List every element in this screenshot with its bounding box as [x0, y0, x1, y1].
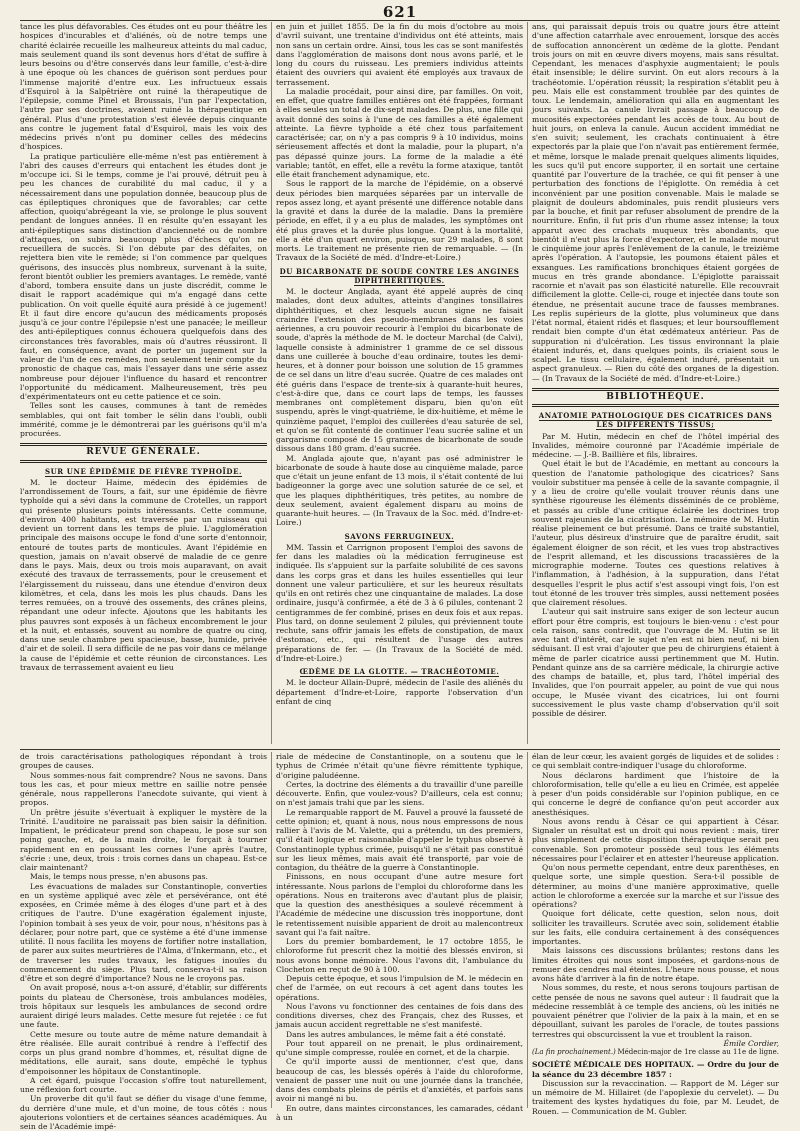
section-rule: [20, 749, 780, 750]
paragraph: Un prêtre jésuite s'évertuait à expliquer le mystère de la Trinité. L'auditoire ne paraissait pas bien saisir la définition. Impatient, le prédicateur prend son chapeau, le pose sur son poing gauche, et, de la main droite, le forçait à tourner rapidement en en poussant les cornes l'une après l'autre, s'écrie : une, deux, trois : trois cornes dans un chapeau. Est-ce clair maintenant?: [20, 807, 267, 872]
column-2: [276, 22, 523, 744]
paragraph: tance les plus défavorables. Ces études ont eu pour théâtre les hospices d'incurables et d'aliénés, où de notre temps une charité éclairée recueille les malheureux atteints du mal caduc, mais seulement quand ils sont devenus hors d'état de suffire à leurs besoins ou d'être conservés dans leur famille, c'est-à-dire à une époque où les chances de guérison sont perdues pour l'immense majorité d'entre eux. Les infructueux essais d'Esquirol à la Salpêtrière ont ruiné la thérapeutique de l'épilepsie, comme Pinel et Broussais, l'un par l'expectation, l'autre par ses doctrines, avaient ruiné la thérapeutique en général. Plus d'une protestation s'est élevée depuis cinquante ans contre le jugement fatal d'Esquirol, mais les voix des médecins privés n'ont pu dominer celles des médecins d'hospices.: [20, 22, 267, 152]
column-divider: [271, 22, 272, 744]
column-divider: [271, 752, 272, 1108]
paragraph: En outre, dans maintes circonstances, les camarades, cédant à un: [276, 1103, 523, 1122]
paragraph: Certes, la doctrine des éléments a du travaillir d'une pareille découverte. Enfin, que voulez-vous? D'ailleurs, cela est connu; on n'est jamais trahi que par les siens.: [276, 779, 523, 808]
article-heading: [20, 467, 267, 476]
column-1: [20, 22, 267, 744]
paragraph: Depuis cette époque, et sous l'impulsion de M. le médecin en chef de l'armée, on eut recours à cet agent dans toutes les opérations.: [276, 974, 523, 1002]
paragraph: M. le docteur Allain-Dupré, médecin de l'asile des aliénés du département d'Indre-et-Loire, rapporte l'observation d'un enfant de cinq: [276, 678, 523, 706]
article-heading-text: SUR UNE ÉPIDÉMIE DE FIÈVRE TYPHOÏDE.: [44, 466, 243, 476]
paragraph: Qu'on nous permette cependant, entre deux parenthèses, en quelque sorte, une simple question. Sera-t-il possible de déterminer, au moins d'une manière approximative, quelle action le chloroforme a exercée sur la marche et sur l'issue des opérations?: [532, 863, 779, 909]
societe-heading: SOCIÉTÉ MÉDICALE DES HOPITAUX. — Ordre du jour de la séance du 23 décembre 1857 :: [532, 1060, 779, 1079]
page-number: 621: [382, 3, 418, 21]
paragraph: Nous déclarons hardiment que l'histoire de la chloroformisation, telle qu'elle a eu lieu en Crimée, est appelée à peser d'un poids considérable sur l'opinion publique, en ce qui concerne le degré de confiance qu'on peut accorder aux anesthésiques.: [532, 770, 779, 817]
paragraph: ans, qui paraissait depuis trois ou quatre jours être atteint d'une affection catarrhale avec enrouement, lorsque des accès de suffocation annoncèrent un œdème de la glotte. Pendant trois jours on mit en œuvre divers moyens, mais sans résultat. Cependant, les menaces d'asphyxie augmentaient; le pouls était insensible; le délire survint. On eut alors recours à la trachéotomie. L'opération réussit; la respiration s'établit peu à peu. Mais elle est constamment troublée par des quintes de toux. Le lendemain, amélioration qui alla en augmentant les jours suivants. La canule livrait passage à beaucoup de mucosités expectorées pendant les accès de toux. Au bout de huit jours, on enleva la canule. Aucun accident immédiat ne s'en suivit; seulement, les crachats continuaient à être expectorés par la plaie que l'on n'avait pas entièrement fermée, et même, lorsque le malade prenait quelques aliments liquides, les sucs qu'il put encore supporter, il en sortait une certaine quantité par l'ouverture de la trachée, ce qui fit penser à une perturbation des fonctions de l'épiglotte. On remédia à cet inconvénient par une position convenable. Mais le malade se plaignit de douleurs abdominales, puis rendit plusieurs vers par la bouche, et finit par refuser absolument de prendre de la nourriture. Enfin, il fut pris d'un rhume assez intense; la toux apparut avec des crachats muqueux très abondants, que bientôt il n'eut plus la force d'expectorer, et le malade mourut le cinquième jour après l'enlèvement de la canule, le treizième après l'opération. A l'autopsie, les poumons étaient pâles et exsangues. Les ramifications bronchiques étaient gorgées de mucus en très grande abondance. L'épiglotte paraissait racornie et n'avait pas son élasticité naturelle. Elle recouvrait difficilement la glotte. Celle-ci, rouge et injectée dans toute son étendue, ne présentait aucune trace de fausses membranes. Les replis supérieurs de la glotte, plus volumineux que dans l'état normal, étaient ridés et flasques; et leur boursoufflement rendait bien compte d'un état œdémateux antérieur. Pas de suppuration ni d'ulcération. Les tissus environnant la plaie étaient indurés, et, dans quelques points, ils criaient sous le scalpel. Le tissu cellulaire, également induré, présentait un aspect granuleux. — Rien du côté des organes de la digestion. — (In Travaux de la Société de méd. d'Indre-et-Loire.): [532, 22, 779, 383]
article-heading-text: ANATOMIE PATHOLOGIQUE DES CICATRICES DANS LES DIFFÉRENTS TISSUS;: [538, 411, 773, 430]
feuilleton-column-3: [532, 752, 779, 1116]
article-heading: [276, 267, 523, 286]
paragraph: Discussion sur la revaccination. — Rapport de M. Léger sur un mémoire de M. Hillairet (de l'apoplexie du cervelet). — Du traitement des kystes hydatiques du foie, par M. Leudet, de Rouen. — Communication de M. Gubler.: [532, 1078, 779, 1116]
paragraph: Mais, le temps nous presse, n'en abusons pas.: [30, 872, 208, 882]
author-title: Médecin-major de 1re classe au 11e de ligne.: [617, 1048, 779, 1056]
paragraph: riale de médecine de Constantinople, on a soutenu que le typhus de Crimée n'était qu'une fièvre rémittente typhique, d'origine paludéenne.: [276, 752, 523, 780]
article-heading: [276, 667, 523, 676]
article-heading: [276, 532, 523, 541]
feuilleton-column-1: [20, 752, 267, 1131]
paragraph: élan de leur cœur, les avaient gorgés de liquides et de solides : ce qui semblait contre-indiquer l'usage du chloroforme.: [532, 752, 779, 771]
paragraph: Ce qu'il importe aussi de mentionner, c'est que, dans beaucoup de cas, les blessés opérés à l'aide du chloroforme, venaient de passer une nuit ou une journée dans la tranchée, dans des combats pleins de périls et d'anxiétés, et parfois sans avoir ni mangé ni bu.: [276, 1057, 523, 1104]
paragraph: Le remarquable rapport de M. Fauvel a prouvé la fausseté de cette opinion; et, quant à nous, nous nous empressons de nous rallier à l'avis de M. Valette, qui a prétendu, un des premiers, qu'il était logique et raisonnable d'appeler le typhus observé à Constantinople typhus crimée, puisqu'il ne s'était pas constitué sur les lieux mêmes, mais avait été transporté, par voie de contagion, du théâtre de la guerre à Constantinople.: [276, 807, 523, 872]
paragraph: Quel était le but de l'Académie, en mettant au concours la question de l'anatomie pathologique des cicatrices? Sans vouloir substituer ma pensée à celle de la savante compagnie, il y a lieu de croire qu'elle voulait trouver réunis dans une synthèse rigoureuse les éléments disséminés de ce problème, et passés au crible d'une critique éclairée les doctrines trop souvent rajeunies de la cicatrisation. Le mémoire de M. Hutin réalise pleinement ce but présumé. Dans ce traité substantiel, l'auteur, plus désireux d'instruire que de paraître érudit, sait également éloigner de son récit, et les vues trop abstractives de l'esprit allemand, et les discussions tracassières de la micrographie moderne. Toutes ces questions relatives à l'inflammation, à l'adhésion, à la suppuration, dans l'état desquelles l'esprit le plus actif s'est assoupi vingt fois, l'on est tout étonné de les trouver très simples, aussi nettement posées que clairement résolues.: [532, 459, 779, 607]
signature-line: [532, 1048, 779, 1057]
article-heading-text: DU BICARBONATE DE SOUDE CONTRE LES ANGINES DIPHTHÉRITIQUES.: [279, 266, 520, 285]
author-signature: Émile Cordier,: [723, 1038, 779, 1048]
column-divider: [527, 752, 528, 1108]
paragraph: Nous l'avons vu fonctionner des centaines de fois dans des conditions diverses, chez des Français, chez des Russes, et jamais aucun accident regrettable ne s'est manifesté.: [276, 1001, 523, 1030]
paragraph: Cette mesure ou toute autre de même nature demandait à être réalisée. Elle aurait contribué à rendre à l'effectif des corps un plus grand nombre d'hommes, et, résultat digne de méditations, elle aurait, sans doute, empêché le typhus d'empoisonner les hôpitaux de Constantinople.: [20, 1029, 267, 1076]
paragraph: Les évacuations de malades sur Constantinople, converties en un système appliqué avec zèle et persévérance, ont été exposées, en Crimée même à des éloges d'une part et à des critiques de l'autre. D'une exagération également injuste, l'opinion tombait à ses yeux de voir, pour nous, n'hésitons pas à déclarer, pour notre part, que ce système a été d'une immense utilité. Il nous facilita les moyens de fortifier notre installation, de parer aux suites meurtrières de l'Alma, d'Inkermann, etc., et de traverser les rudes travaux, les fatigues inouïes du commencement du siège. Plus tard, conserva-t-il sa raison d'être et son degré d'importance? Nous ne le croyons pas.: [20, 881, 267, 983]
paragraph: Nous avons rendu à César ce qui appartient à César. Signaler un résultat est un droit qui nous revient : mais, tirer plus simplement de cette disposition thérapeutique serait peu convenable. Son promoteur possède seul tous les éléments nécessaires pour l'éclairer et en attester l'heureuse application.: [532, 816, 779, 863]
book-reference: Par M. Hutin, médecin en chef de l'hôtel impérial des Invalides, mémoire couronné par l'Académie impériale de médecine. — J.-B. Baillière et fils, libraires.: [532, 431, 779, 459]
header-rule: [20, 20, 780, 21]
paragraph: Quoique fort délicate, cette question, selon nous, doit solliciter les travailleurs. Scrutée avec soin, solidement établie sur les faits, elle conduira certainement à des conséquences importantes.: [532, 909, 779, 946]
continuation-note: (La fin prochainement.): [532, 1048, 616, 1056]
paragraph: On avait proposé, nous a-t-on assuré, d'établir, sur différents points du plateau de Chersonèse, trois ambulances modèles, trois hôpitaux sur lesquels les ambulances de second ordre auraient dirigé leurs malades. Cette mesure fut rejetée : ce fut une faute.: [20, 983, 267, 1030]
paragraph: Nous sommes-nous fait comprendre? Nous ne savons. Dans tous les cas, et pour mieux mettre en saillie notre pensée générale, nous rappellerons l'anecdote suivante, qui vient à propos.: [20, 770, 267, 808]
paragraph: La maladie procédait, pour ainsi dire, par familles. On voit, en effet, que quatre familles entières ont été frappées, formant à elles seules un total de dix-sept malades. De plus, une fille qui avait donné des soins à l'une de ces familles a été également atteinte. La fièvre typhoïde a été chez tous parfaitement caractérisée; car, on n'y a pas compris 9 à 10 individus, moins sérieusement affectés et dont la maladie, pour la plupart, n'a pas dépassé quinze jours. La forme de la maladie a été variable; tantôt, en effet, elle a revêtu la forme ataxique, tantôt elle était franchement adynamique, etc.: [276, 86, 523, 179]
paragraph: La pratique particulière elle-même n'est pas entièrement à l'abri des causes d'erreurs qui entachent les études dont je m'occupe ici. Si le temps, comme je l'ai prouvé, détruit peu à peu les chances de curabilité du mal caduc, il y a nécessairement dans une population donnée, beaucoup plus de cas épileptiques chroniques que de favorables; car cette affection, quoiqu'abrégeant la vie, se prolonge le plus souvent pendant de longues années. Il en résulte qu'en essayant les anti-épileptiques sans distinction d'ancienneté ou de nombre d'attaques, on subira beaucoup plus d'échecs qu'on ne recueillera de succès. Si l'on débute par des défaites, on rejettera bien vite le remède; si l'on commence par quelques guérisons, des insuccès plus nombreux, survenant à la suite, feront bientôt oublier les premiers avantages. Le remède, vanté d'abord, tombera ensuite dans un juste discrédit, comme le disait le rapport académique qui m'a engagé dans cette publication. On voit quelle équité aura présidé à ce jugement! Et il faut dire encore qu'aucun des médicaments proposés jusqu'à ce jour contre l'épilepsie n'est une panacée; le meilleur des anti-épileptiques connus échouera quelquefois dans des circonstances très favorables, mais où d'autres réussiront. Il faut, en conséquence, avant de porter un jugement sur la valeur de l'un de ces remèdes, non seulement tenir compte du pronostic de chaque cas, mais l'essayer dans une série assez nombreuse pour déjouer l'influence du hasard et rencontrer l'opportunité du médicament. Malheureusement, très peu d'expérimentateurs ont eu cette patience et ce soin.: [20, 151, 267, 401]
section-title-bibliotheque: BIBLIOTHÈQUE.: [532, 388, 779, 407]
paragraph: Mais laissons ces discussions brûlantes; restons dans les limites étroites qui nous sont imposées, et gardons-nous de remuer des cendres mal éteintes. L'heure nous pousse, et nous avons hâte d'arriver à la fin de notre étape.: [532, 946, 779, 983]
paragraph: Telles sont les causes, communes à tant de remèdes semblables, qui ont fait tomber le sélin dans l'oubli, oubli immérité, comme je le démontrerai par les guérisons qu'il m'a procurées.: [20, 401, 267, 438]
paragraph: L'auteur qui sait instruire sans exiger de son lecteur aucun effort pour être compris, est toujours le bien-venu : c'est pour cela raison, sans contredit, que l'ouvrage de M. Hutin se lit avec tant d'intérêt, car le sujet n'en est ni bien neuf, ni bien séduisant. Il est vrai d'ajouter que peu de chirurgiens étaient à même de parler cicatrice aussi pertinemment que M. Hutin. Pendant quinze ans de sa carrière médicale, la chirurgie active des champs de bataille, et, plus tard, l'hôtel impérial des Invalides, que l'on pourrait appeler, au point de vue qui nous occupe, le Musée vivant des cicatrices, lui ont fourni successivement le plus vaste champ d'observation qu'il soit possible de désirer.: [532, 607, 779, 718]
paragraph: M. Anglada ajoute que, n'ayant pas osé administrer le bicarbonate de soude à haute dose au cinquième malade, parce que c'était un jeune enfant de 13 mois, il s'était contenté de lui badigeonner la gorge avec une solution saturée de ce sel, et que les plaques diphthéritiques, très petites, au nombre de deux seulement, avaient également disparu au moins de quarante-huit heures. — (In Travaux de la Soc. méd. d'Indre-et-Loire.): [276, 453, 523, 528]
paragraph: Pour tout appareil on ne prenait, le plus ordinairement, qu'une simple compresse, roulée en cornet, et de la charpie.: [276, 1038, 523, 1057]
section-title-revue-generale: REVUE GÉNÉRALE.: [20, 443, 267, 462]
paragraph: A cet égard, puisque l'occasion s'offre tout naturellement, une réflexion fort courte.: [20, 1075, 267, 1094]
feuilleton-column-2: [276, 752, 523, 1122]
paragraph: en juin et juillet 1855. De la fin du mois d'octobre au mois d'avril suivant, une trentaine d'individus ont été atteints, mais non sans un certain ordre. Ainsi, tous les cas se sont manifestés dans l'agglomération de maisons dont nous avons parlé, et le long du cours du ruisseau. Les premiers individus atteints étaient des ouvriers qui avaient été employés aux travaux de terrassement.: [276, 22, 523, 87]
paragraph: Dans les autres ambulances, le même fait a été constaté.: [286, 1029, 506, 1039]
paragraph: Sous le rapport de la marche de l'épidémie, on a observé deux périodes bien marquées séparées par un intervalle de repos assez long, et ayant présenté une différence notable dans la gravité et dans la durée de la maladie. Dans la première période, en effet, il y a eu plus de malades, les symptômes ont été plus graves et la durée plus longue. Quant à la mortalité, elle a été d'un quart environ, puisque, sur 29 malades, 8 sont morts. Le traitement ne présente rien de remarquable. — (In Travaux de la Société de méd. d'Indre-et-Loire.): [276, 179, 523, 263]
paragraph: M. le docteur Anglada, ayant été appelé auprès de cinq malades, dont deux adultes, atteints d'angines tonsillaires diphthéritiques, et chez lesquels aucun signe ne faisait craindre l'extension des pseudo-membranes dans les voies aériennes, a cru pouvoir recourir à l'emploi du bicarbonate de soude, d'après la méthode de M. le docteur Marchal (de Calvi), laquelle consiste à administrer 1 gramme de ce sel dissous dans une cuillerée à bouche d'eau ordinaire, toutes les demi-heures, et à donner pour boisson une solution de 15 grammes de ce sel dans un litre d'eau sucrée. Quatre de ces malades ont été guéris dans l'espace de trente-six à quarante-huit heures, c'est-à-dire que, dans ce court laps de temps, les fausses membranes ont complètement disparu, bien qu'on eût suspendu, après le vingt-quatrième, le dix-huitième, et même le quinzième paquet, l'emploi des cuillerées d'eau saturée de sel, et qu'on se fût contenté de continuer l'eau sucrée saline et un gargarisme composé de 15 grammes de bicarbonate de soude dissous dans 180 gram. d'eau sucrée.: [276, 287, 523, 454]
paragraph: Finissons, en nous occupant d'une autre mesure fort intéressante. Nous parlons de l'emploi du chloroforme dans les opérations. Nous en traiterons avec d'autant plus de plaisir, que la question des anesthésiques a soulevé récemment à l'Académie de médecine une discussion très inopportune, dont le retentissement nuisible apparient de droit au malencontreux savant qui l'a fait naître.: [276, 872, 523, 937]
article-heading: [532, 411, 779, 430]
paragraph: Un proverbe dit qu'il faut se défier du visage d'une femme, du derrière d'une mule, et d'un moine, de tous côtés : nous ajouterions volontiers et de certaines séances académiques. Au sein de l'Académie impé-: [20, 1094, 267, 1131]
paragraph: Nous sommes, du reste, et nous serons toujours partisan de cette pensée de nous ne savons quel auteur : Il faudrait que la médecine ressemblât à ce temple des anciens, où les initiés ne pouvaient pénétrer que l'olivier de la paix à la main, et en se dépouillant, suivant les paroles de l'oracle, de toutes passions terrestres qui obscurcissent la vue et troublent la raison.: [532, 983, 779, 1039]
article-heading-text: SAVONS FERRUGINEUX.: [344, 531, 455, 541]
paragraph: M. le docteur Haime, médecin des épidémies de l'arrondissement de Tours, a fait, sur une épidémie de fièvre typhoïde qui a sévi dans la commune de Crotelles, un rapport qui présente plusieurs points intéressants. Cette commune, d'environ 400 habitants, est traversée par un ruisseau qui devient un torrent dans les temps de pluie. L'agglomération principale des maisons occupe le fond d'une sorte d'entonnoir, entouré de toutes parts de monticules. Avant l'épidémie en question, jamais on n'avait observé de maladie de ce genre dans le pays. Mais, deux ou trois mois auparavant, on avait exécuté des travaux de terrassements, pour le creusement et l'élargissement du ruisseau, dans une étendue d'environ deux kilomètres, et cela, dans les mois les plus chauds. Dans les terres remuées, on a trouvé des ossements, des crânes pleins, répandant une odeur infecte. Ajoutons que les habitants les plus pauvres sont exposés à un fâcheux encombrement le jour et la nuit, et entassés, souvent au nombre de quatre ou cinq, dans une seule chambre peu spacieuse, basse, humide, privée d'air et de soleil. Il sera difficile de ne pas voir dans ce mélange la cause de l'épidémie et cette réunion de circonstances. Les travaux de terrassement avaient eu lieu: [20, 477, 267, 672]
paragraph: Lors du premier bombardement, le 17 octobre 1855, le chloroforme fut prescrit chez la moitié des blessés environ, si nous avons bonne mémoire. Nous l'avons dit, l'ambulance du Clocheton en reçut de 90 à 100.: [276, 937, 523, 974]
column-3: [532, 22, 779, 744]
article-heading-text: ŒDÈME DE LA GLOTTE. — TRACHÉOTOMIE.: [299, 667, 500, 676]
column-divider: [527, 22, 528, 744]
paragraph: MM. Tassin et Carrignon proposent l'emploi des savons de fer dans les maladies où la médication ferrugineuse est indiquée. Ils s'appuient sur la parfaite solubilité de ces savons dans les corps gras et dans les huiles essentielles qui leur donnent une valeur particulière, et sur les heureux résultats qu'ils en ont retirés chez une cinquantaine de malades. La dose ordinaire, jusqu'à confirmée, a été de 3 à 6 pilules, contenant 2 centigrammes de fer combiné, prises en deux fois et aux repas. Plus tard, on donne seulement 2 pilules, qui préviennent toute rechute, sans offrir jamais les effets de constipation, de maux d'estomac, etc., qui résultent de l'usage des autres préparations de fer. — (In Travaux de la Société de méd. d'Indre-et-Loire.): [276, 542, 523, 663]
paragraph: de trois caractérisations pathologiques répondant à trois groupes de causes.: [20, 752, 267, 771]
